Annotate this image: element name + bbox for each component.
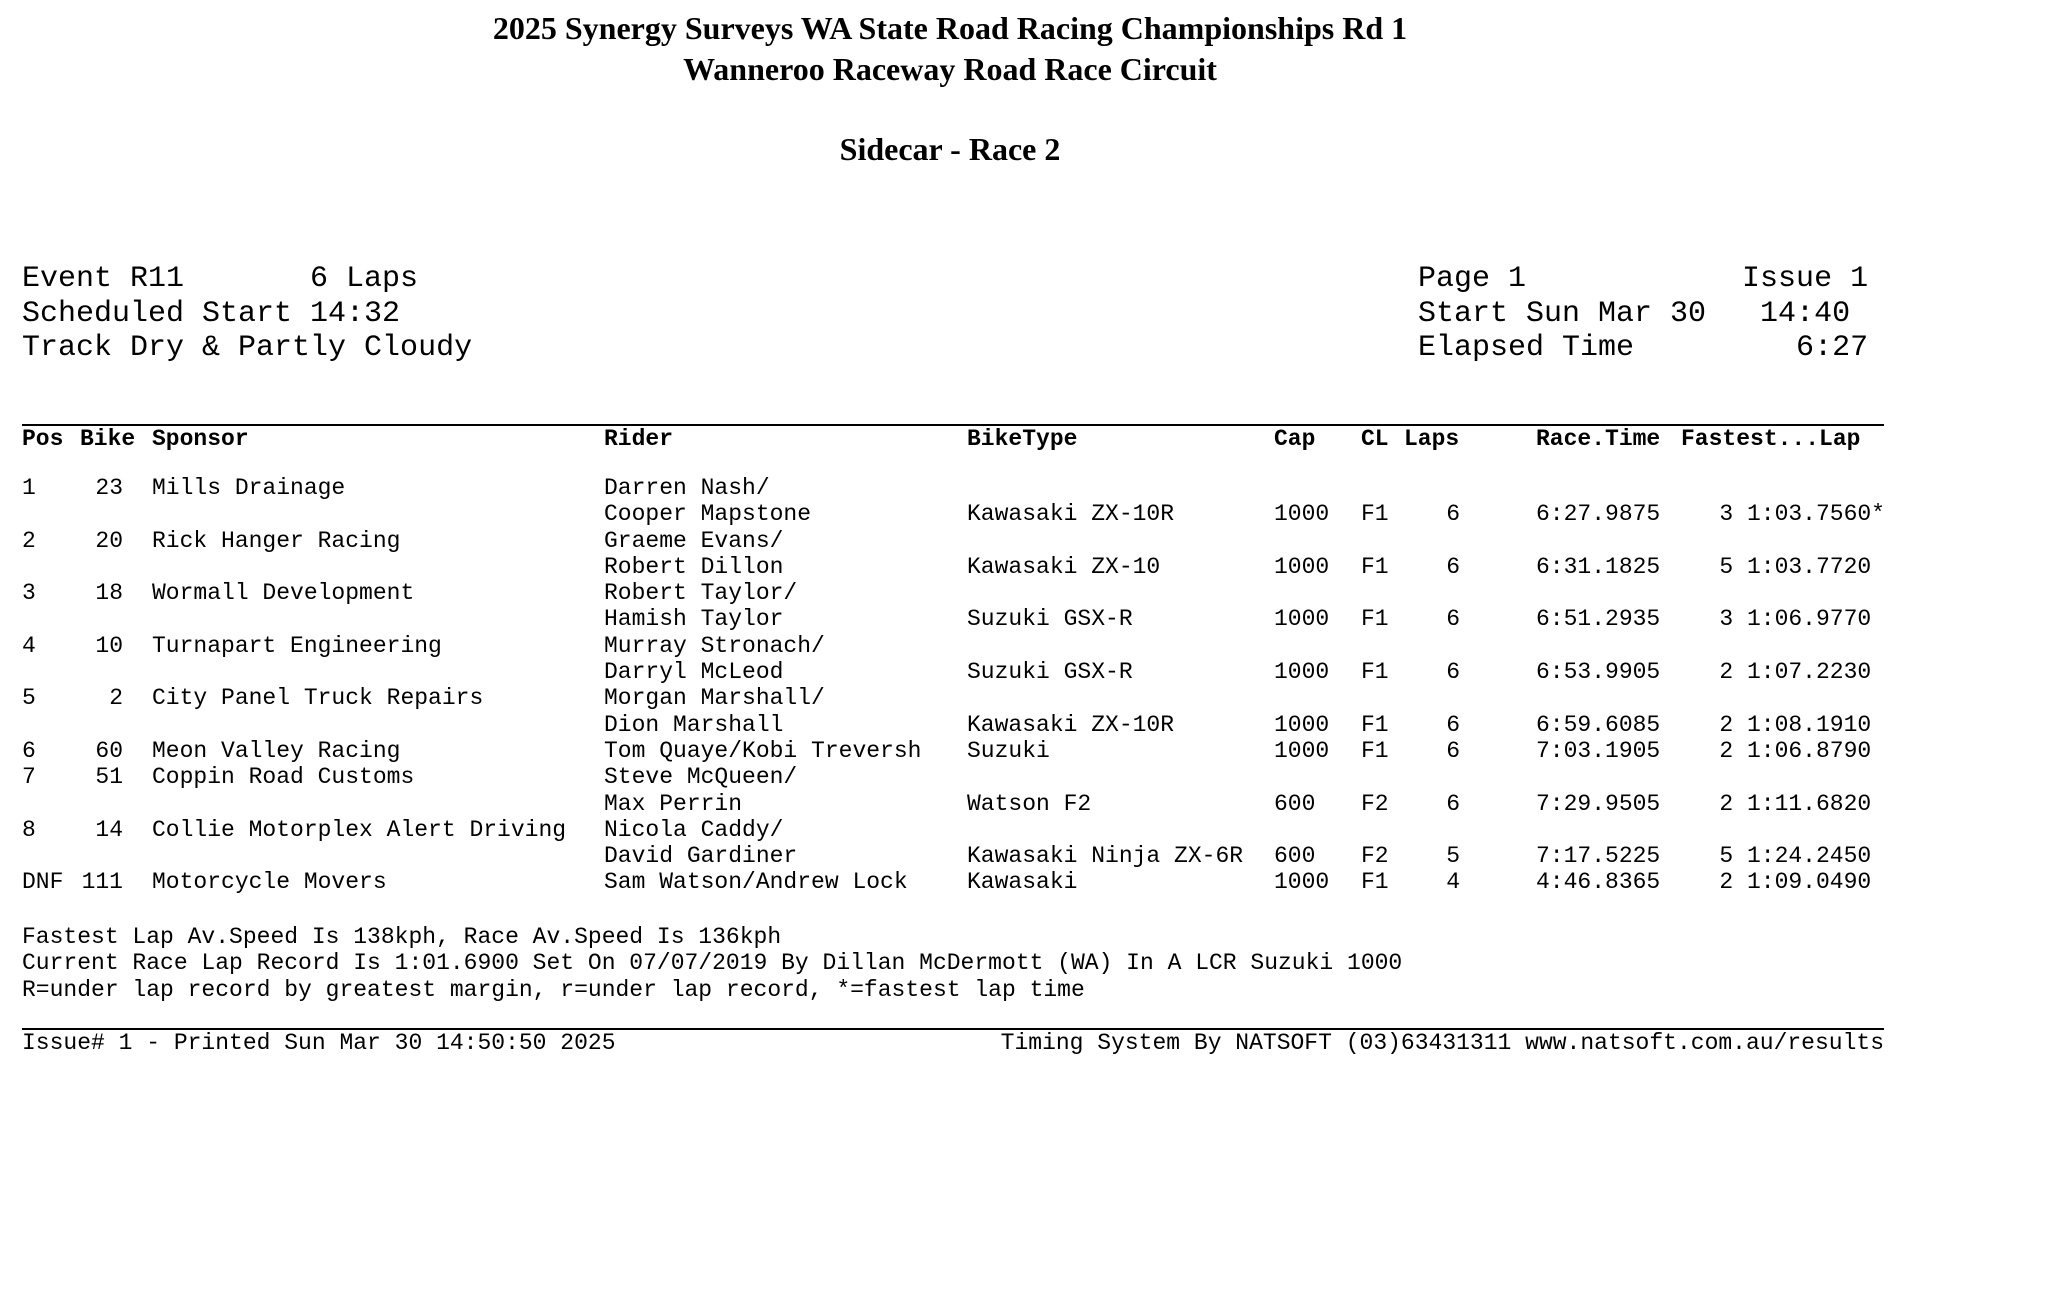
row-capacity: 600: [1274, 843, 1316, 870]
start-line: Start Sun Mar 30 14:40: [1418, 296, 1851, 331]
row-sponsor: Turnapart Engineering: [152, 632, 442, 659]
table-row: [0, 633, 2048, 659]
row-rider: Steve McQueen/: [604, 764, 798, 791]
row-bike-type: Kawasaki: [967, 869, 1078, 896]
row-fastest-lap: 2 1:09.0490: [1719, 869, 1885, 896]
row-bike-type: Kawasaki ZX-10R: [967, 711, 1175, 738]
row-rider: Tom Quaye/Kobi Treversh: [604, 737, 922, 764]
row-sponsor: Mills Drainage: [152, 475, 346, 501]
row-bike-number: 20: [95, 527, 123, 554]
row-class: F2: [1361, 790, 1389, 817]
table-row: [0, 501, 2048, 527]
event-line: Event R11 6 Laps: [22, 262, 419, 296]
row-laps: 6: [1446, 790, 1460, 817]
row-bike-number: 2: [109, 685, 123, 712]
row-rider: Robert Dillon: [604, 553, 784, 580]
row-race-time: 6:59.6085: [1536, 711, 1661, 738]
row-fastest-lap: 2 1:11.6820: [1719, 790, 1885, 817]
timing-system-info: Timing System By NATSOFT (03)63431311 www.natsoft.com.au/results: [1000, 1030, 1884, 1056]
table-row: [0, 685, 2048, 711]
lap-record-note: Current Race Lap Record Is 1:01.6900 Set On 07/07/2019 By Dillan McDermott (WA) In A LCR Suzuki 1000: [22, 950, 1403, 977]
row-race-time: 6:53.9905: [1536, 659, 1661, 686]
row-rider: Darryl McLeod: [604, 659, 784, 686]
row-position: 5: [22, 685, 36, 712]
row-laps: 6: [1446, 501, 1460, 528]
row-capacity: 1000: [1274, 737, 1330, 764]
row-position: 4: [22, 632, 36, 659]
row-bike-type: Kawasaki Ninja ZX-6R: [967, 843, 1244, 870]
row-position: 6: [22, 737, 36, 764]
row-rider: Darren Nash/: [604, 475, 770, 501]
table-row: [0, 475, 2048, 501]
col-cl: CL: [1361, 426, 1389, 452]
table-row: [0, 659, 2048, 685]
row-sponsor: Collie Motorplex Alert Driving: [152, 816, 567, 843]
row-fastest-lap: 5 1:24.2450: [1719, 843, 1885, 870]
row-bike-type: Kawasaki ZX-10R: [967, 501, 1175, 528]
elapsed-time-line: Elapsed Time 6:27: [1418, 331, 1869, 365]
event-info: [22, 262, 472, 366]
row-laps: 4: [1446, 869, 1460, 896]
results-table: [0, 475, 2048, 896]
col-race-time: Race.Time: [1536, 426, 1661, 452]
row-fastest-lap: 5 1:03.7720: [1719, 553, 1885, 580]
row-capacity: 1000: [1274, 659, 1330, 686]
col-cap: Cap: [1274, 426, 1316, 452]
row-bike-type: Suzuki: [967, 737, 1050, 764]
row-position: 2: [22, 527, 36, 554]
col-sponsor: Sponsor: [152, 426, 249, 452]
row-race-time: 4:46.8365: [1536, 869, 1661, 896]
table-row: [0, 738, 2048, 764]
row-fastest-lap: 3 1:06.9770: [1719, 606, 1885, 633]
row-laps: 6: [1446, 606, 1460, 633]
row-rider: David Gardiner: [604, 843, 798, 870]
col-fastest-lap: Fastest...Lap: [1681, 426, 1861, 452]
race-notes: [22, 924, 1402, 1003]
row-bike-number: 10: [95, 632, 123, 659]
championship-title: 2025 Synergy Surveys WA State Road Racing Championships Rd 1: [492, 10, 1408, 46]
page-issue-line: Page 1 Issue 1: [1418, 262, 1869, 296]
row-laps: 5: [1446, 843, 1460, 870]
row-bike-number: 51: [95, 764, 123, 791]
table-row: [0, 554, 2048, 580]
row-laps: 6: [1446, 737, 1460, 764]
row-rider: Cooper Mapstone: [604, 501, 812, 528]
row-race-time: 7:17.5225: [1536, 843, 1661, 870]
row-class: F1: [1361, 711, 1389, 738]
table-row: [0, 580, 2048, 606]
row-bike-number: 23: [95, 475, 123, 501]
table-row: [0, 712, 2048, 738]
row-position: 8: [22, 816, 36, 843]
row-sponsor: Coppin Road Customs: [152, 764, 415, 791]
row-sponsor: Rick Hanger Racing: [152, 527, 401, 554]
row-class: F2: [1361, 843, 1389, 870]
row-class: F1: [1361, 606, 1389, 633]
table-row: [0, 791, 2048, 817]
row-bike-number: 18: [95, 580, 123, 607]
col-laps: Laps: [1404, 426, 1460, 452]
row-capacity: 600: [1274, 790, 1316, 817]
table-row: [0, 528, 2048, 554]
row-race-time: 6:31.1825: [1536, 553, 1661, 580]
row-capacity: 1000: [1274, 553, 1330, 580]
row-rider: Nicola Caddy/: [604, 816, 784, 843]
row-fastest-lap: 2 1:08.1910: [1719, 711, 1885, 738]
table-row: [0, 843, 2048, 869]
row-capacity: 1000: [1274, 501, 1330, 528]
row-sponsor: Motorcycle Movers: [152, 869, 387, 896]
row-position: 1: [22, 475, 36, 501]
col-pos: Pos: [22, 426, 64, 452]
table-row: [0, 606, 2048, 632]
row-class: F1: [1361, 737, 1389, 764]
row-class: F1: [1361, 659, 1389, 686]
row-bike-number: 60: [95, 737, 123, 764]
row-race-time: 7:03.1905: [1536, 737, 1661, 764]
race-title: Sidecar - Race 2: [839, 131, 1061, 167]
track-conditions-line: Track Dry & Partly Cloudy: [22, 331, 473, 365]
row-class: F1: [1361, 869, 1389, 896]
table-row: [0, 817, 2048, 843]
row-laps: 6: [1446, 659, 1460, 686]
row-bike-number: 111: [81, 869, 123, 896]
col-biketype: BikeType: [967, 426, 1078, 452]
col-rider: Rider: [604, 426, 674, 452]
row-rider: Max Perrin: [604, 790, 743, 817]
row-capacity: 1000: [1274, 606, 1330, 633]
row-sponsor: Wormall Development: [152, 580, 415, 607]
row-capacity: 1000: [1274, 869, 1330, 896]
report-header: [0, 8, 1900, 170]
table-row: [0, 869, 2048, 895]
scheduled-start-line: Scheduled Start 14:32: [22, 296, 401, 331]
row-position: 7: [22, 764, 36, 791]
row-rider: Morgan Marshall/: [604, 685, 825, 712]
row-bike-number: 14: [95, 816, 123, 843]
circuit-title: Wanneroo Raceway Road Race Circuit: [683, 51, 1217, 87]
row-bike-type: Suzuki GSX-R: [967, 659, 1133, 686]
row-bike-type: Suzuki GSX-R: [967, 606, 1133, 633]
row-fastest-lap: 2 1:06.8790: [1719, 737, 1885, 764]
row-sponsor: City Panel Truck Repairs: [152, 685, 484, 712]
printed-info: Issue# 1 - Printed Sun Mar 30 14:50:50 2025: [22, 1030, 616, 1056]
row-position: 3: [22, 580, 36, 607]
row-rider: Murray Stronach/: [604, 632, 825, 659]
row-fastest-lap: 2 1:07.2230: [1719, 659, 1885, 686]
row-laps: 6: [1446, 711, 1460, 738]
row-sponsor: Meon Valley Racing: [152, 737, 401, 764]
row-fastest-lap: 3 1:03.7560*: [1719, 501, 1885, 528]
row-rider: Dion Marshall: [604, 711, 784, 738]
row-bike-type: Kawasaki ZX-10: [967, 553, 1161, 580]
page-info: [1418, 262, 1868, 366]
row-race-time: 6:51.2935: [1536, 606, 1661, 633]
row-bike-type: Watson F2: [967, 790, 1092, 817]
row-race-time: 6:27.9875: [1536, 501, 1661, 528]
row-rider: Sam Watson/Andrew Lock: [604, 869, 908, 896]
row-class: F1: [1361, 501, 1389, 528]
row-race-time: 7:29.9505: [1536, 790, 1661, 817]
table-row: [0, 764, 2048, 790]
col-bike: Bike: [80, 426, 136, 452]
row-rider: Robert Taylor/: [604, 580, 798, 607]
row-rider: Hamish Taylor: [604, 606, 784, 633]
row-position: DNF: [22, 869, 64, 896]
row-capacity: 1000: [1274, 711, 1330, 738]
row-class: F1: [1361, 553, 1389, 580]
row-rider: Graeme Evans/: [604, 527, 784, 554]
average-speed-note: Fastest Lap Av.Speed Is 138kph, Race Av.Speed Is 136kph: [22, 924, 782, 950]
row-laps: 6: [1446, 553, 1460, 580]
legend-note: R=under lap record by greatest margin, r=under lap record, *=fastest lap time: [22, 976, 1085, 1003]
